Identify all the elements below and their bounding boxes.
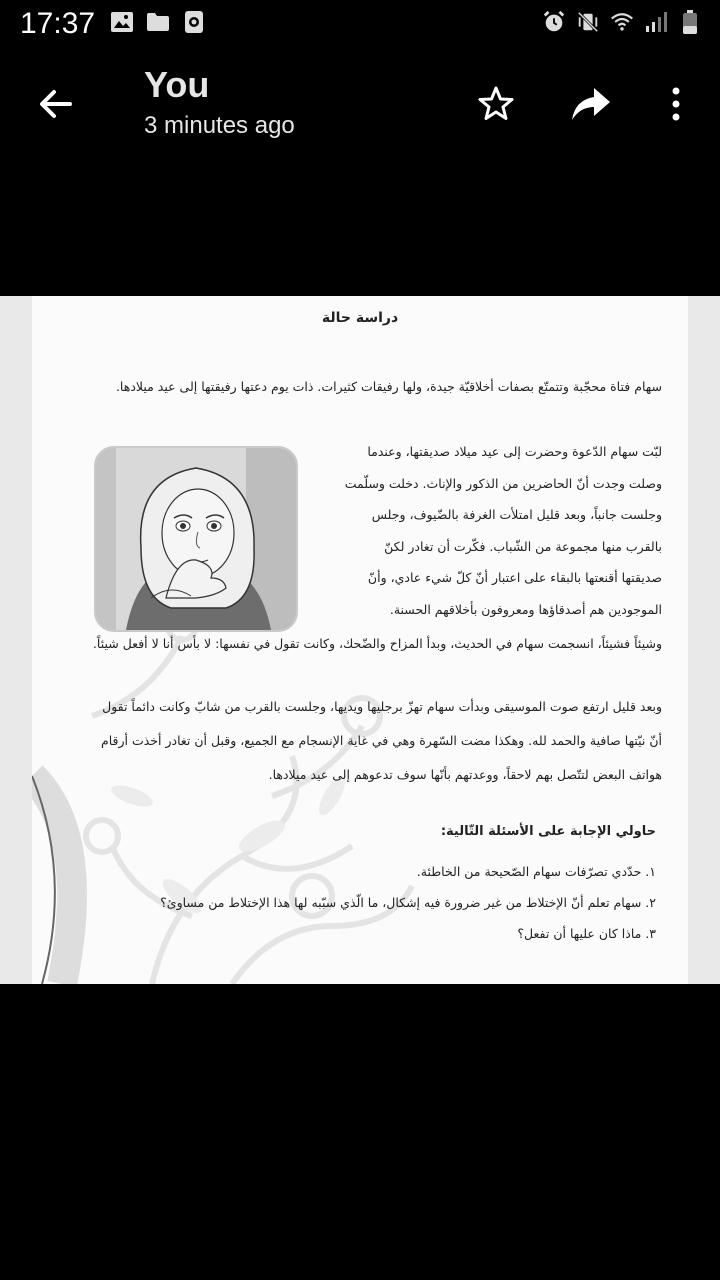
sent-time: 3 minutes ago xyxy=(144,112,295,139)
story-paragraph-3: وشيئاً فشيئاً، انسجمت سهام في الحديث، وبدأ المزاح والضّحك، وكانت تقول في نفسها: لا بأس أنا لا أفعل شيئاً. xyxy=(92,636,662,651)
document-title: دراسة حالة xyxy=(321,310,399,326)
status-notification-icons xyxy=(110,10,206,34)
status-system-icons xyxy=(542,10,702,34)
question-item: ٢. سهام تعلم أنّ الإختلاط من غير ضرورة فيه إشكال، ما الّذي سبّبه لها هذا الإختلاط من مساوئ؟ xyxy=(160,895,656,910)
folder-icon xyxy=(146,10,170,34)
battery-icon xyxy=(678,10,702,34)
vibrate-icon xyxy=(576,10,600,34)
wifi-icon xyxy=(610,10,634,34)
share-button[interactable] xyxy=(565,78,617,130)
girl-illustration xyxy=(94,446,298,632)
document-page xyxy=(32,296,688,984)
back-button[interactable] xyxy=(30,78,82,130)
more-vert-icon xyxy=(670,86,682,122)
share-icon xyxy=(570,86,612,122)
image-viewer[interactable] xyxy=(0,296,720,984)
back-arrow-icon xyxy=(38,86,74,122)
screenshot-icon xyxy=(182,10,206,34)
status-time: 17:37 xyxy=(20,7,96,40)
story-paragraph-4: وبعد قليل ارتفع صوت الموسيقى وبدأت سهام تهزّ برجليها ويديها، وجلست بالقرب من شابّ وكانت دائماً تقول أنّ نيّتها صافية والحمد لله. وهكذا مضت السّهرة وهي في غاية الإنسجام مع الجميع، وقبل أن تغادر أخذت أرقام هواتف البعض لتتّصل بهم لاحقاً، ووعدتهم بأنّها سوف تدعوهم إلى عيد ميلادها. xyxy=(100,699,662,782)
questions-title: حاولي الإجابة على الأسئلة التّالية: xyxy=(440,824,656,839)
status-bar xyxy=(0,0,720,48)
story-paragraph-2: لبّت سهام الدّعوة وحضرت إلى عيد ميلاد صديقتها، وعندما وصلت وجدت أنّ الحاضرين من الذكور والإناث. دخلت وسلّمت وجلست جانباً، وبعد قليل امتلأت الغرفة بالضّيوف، وجلس بالقرب منها مجموعة من الشّباب. فكّرت أن تغادر لكنّ صديقتها أقنعتها بالبقاء على اعتبار أنّ كلّ شيء عادي، وأنّ الموجودين هم أصدقاؤها ومعروفون بأخلاقهم الحسنة. xyxy=(344,444,662,617)
star-icon xyxy=(476,84,516,124)
intro-paragraph: سهام فتاة محجّبة وتتمتّع بصفات أخلاقيّة جيدة، ولها رفيقات كثيرات. ذات يوم دعتها رفيقتها إلى عيد ميلادها. xyxy=(115,379,662,394)
question-item: ١. حدّدي تصرّفات سهام الصّحيحة من الخاطئة. xyxy=(416,864,656,879)
questions-list xyxy=(92,856,656,949)
star-button[interactable] xyxy=(470,78,522,130)
signal-icon xyxy=(644,10,668,34)
more-options-button[interactable] xyxy=(650,78,702,130)
sender-title: You xyxy=(144,64,210,105)
image-icon xyxy=(110,10,134,34)
alarm-icon xyxy=(542,10,566,34)
question-item: ٣. ماذا كان عليها أن تفعل؟ xyxy=(517,926,656,941)
app-bar xyxy=(0,48,720,158)
